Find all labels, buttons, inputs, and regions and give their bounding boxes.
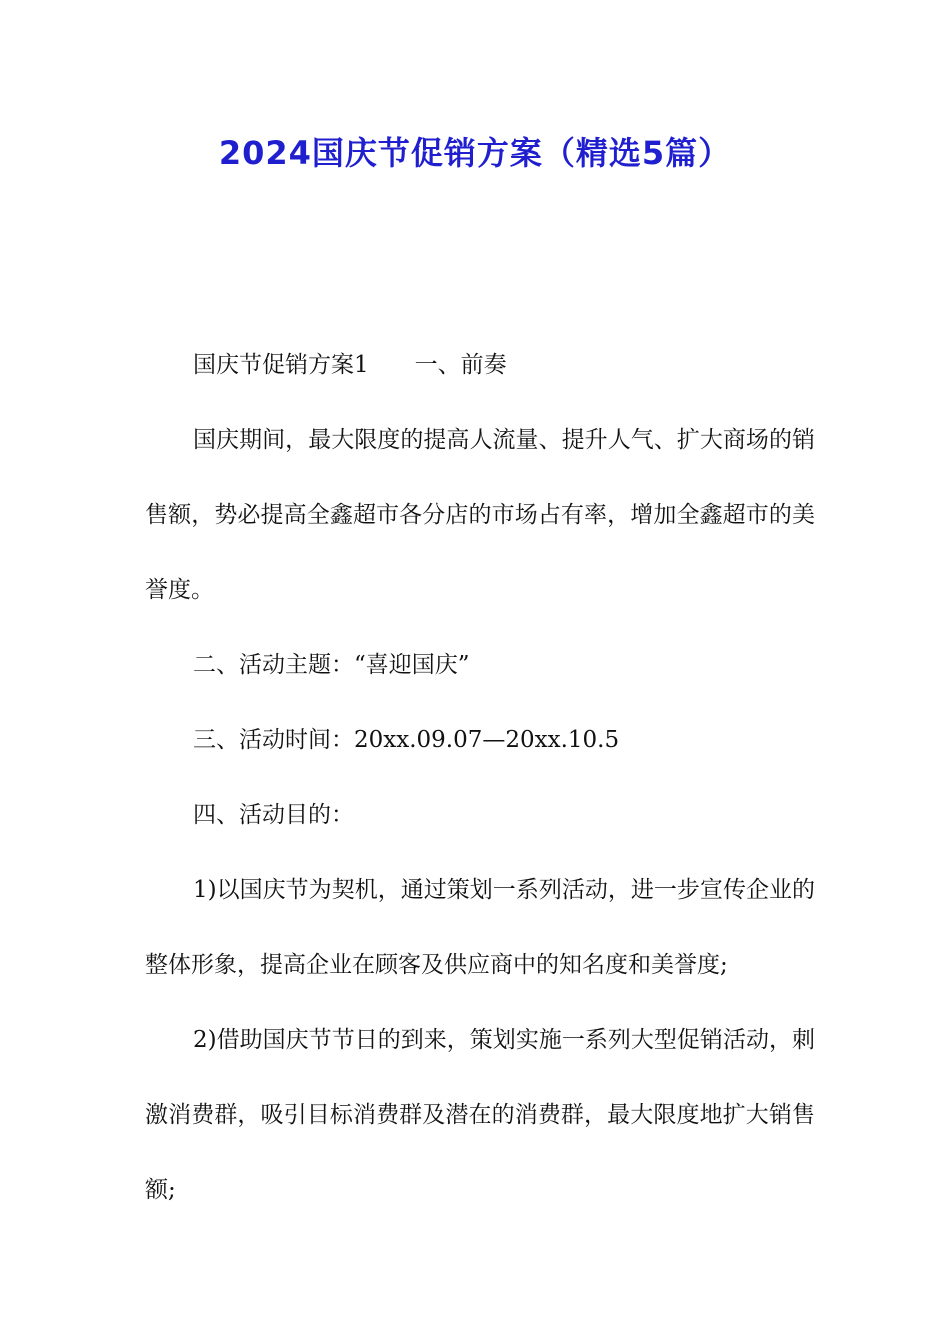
- paragraph-purpose-2: 2)借助国庆节节日的到来，策划实施一系列大型促销活动，刺激消费群，吸引目标消费群及潜在的消费群，最大限度地扩大销售额;: [145, 1027, 815, 1203]
- paragraph-purpose-heading: 四、活动目的：: [193, 802, 354, 828]
- paragraph-time: 三、活动时间：20xx.09.07—20xx.10.5: [193, 727, 620, 753]
- paragraph-theme: 二、活动主题：“喜迎国庆”: [193, 652, 470, 678]
- paragraph-intro: 国庆期间，最大限度的提高人流量、提升人气、扩大商场的销售额，势必提高全鑫超市各分店的市场占有率，增加全鑫超市的美誉度。: [145, 427, 815, 603]
- document-title: 2024国庆节促销方案（精选5篇）: [218, 134, 732, 172]
- section-heading-line: [145, 328, 815, 403]
- section-heading: 国庆节促销方案1: [193, 352, 369, 378]
- paragraph-purpose-1: 1)以国庆节为契机，通过策划一系列活动，进一步宣传企业的整体形象，提高企业在顾客及供应商中的知名度和美誉度;: [145, 877, 815, 978]
- intro-heading: 一、前奏: [414, 352, 507, 378]
- document-body: [145, 328, 815, 1228]
